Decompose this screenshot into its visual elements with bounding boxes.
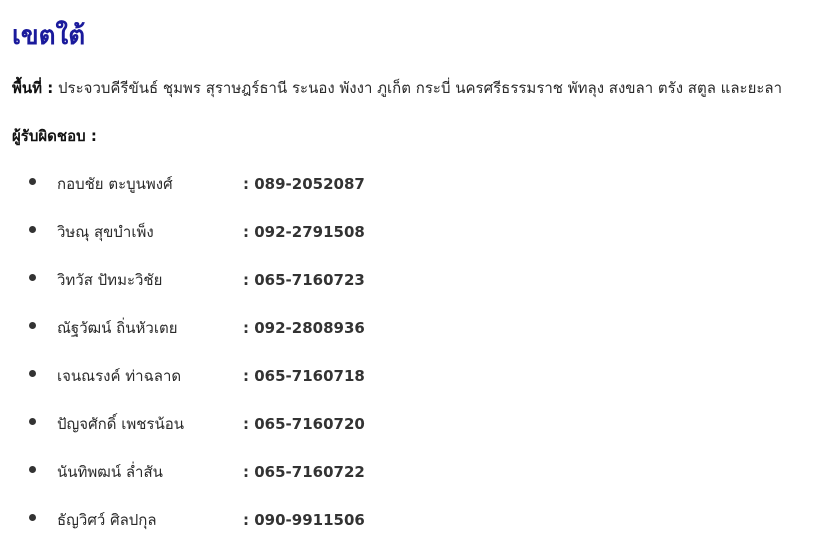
contact-name: ณัฐวัฒน์ ถิ่นหัวเตย <box>57 319 178 337</box>
contact-item <box>0 448 840 496</box>
service-area-provinces: ประจวบคีรีขันธ์ ชุมพร สุราษฎร์ธานี ระนอง พังงา ภูเก็ต กระบี่ นครศรีธรรมราช พัทลุง สงขลา ตรัง สตูล และยะลา <box>58 79 783 97</box>
contact-phone: : 092-2791508 <box>243 223 365 241</box>
contact-name: นันทิพฒน์ ล่ำสัน <box>57 463 163 481</box>
responsible-heading: ผู้รับผิดชอบ : <box>12 127 97 145</box>
bullet-icon <box>29 322 36 329</box>
bullet-icon <box>29 178 36 185</box>
contact-phone: : 065-7160718 <box>243 367 365 385</box>
contact-phone: : 065-7160723 <box>243 271 365 289</box>
contact-item <box>0 352 840 400</box>
contact-item <box>0 256 840 304</box>
contact-item <box>0 208 840 256</box>
bullet-icon <box>29 226 36 233</box>
contact-list <box>0 160 840 544</box>
bullet-icon <box>29 466 36 473</box>
service-area-label: พื้นที่ : <box>12 79 54 97</box>
contact-name: วิษณุ สุขบำเพ็ง <box>57 223 154 241</box>
contact-name: ธัญวิศว์ ศิลปกุล <box>57 511 157 529</box>
contact-phone: : 065-7160720 <box>243 415 365 433</box>
region-title: เขตใต้ <box>12 21 86 51</box>
bullet-icon <box>29 370 36 377</box>
contact-phone: : 089-2052087 <box>243 175 365 193</box>
contact-name: วิทวัส ปัทมะวิชัย <box>57 271 163 289</box>
service-area <box>12 76 782 100</box>
contact-phone: : 065-7160722 <box>243 463 365 481</box>
contact-item <box>0 400 840 448</box>
contact-item <box>0 160 840 208</box>
bullet-icon <box>29 514 36 521</box>
contact-phone: : 090-9911506 <box>243 511 365 529</box>
contact-name: ปัญจศักดิ์ เพชรน้อน <box>57 415 184 433</box>
contact-name: กอบชัย ตะบูนพงศ์ <box>57 175 173 193</box>
bullet-icon <box>29 274 36 281</box>
contact-item <box>0 496 840 544</box>
contact-name: เจนณรงค์ ท่าฉลาด <box>57 367 182 385</box>
contact-phone: : 092-2808936 <box>243 319 365 337</box>
contact-item <box>0 304 840 352</box>
bullet-icon <box>29 418 36 425</box>
